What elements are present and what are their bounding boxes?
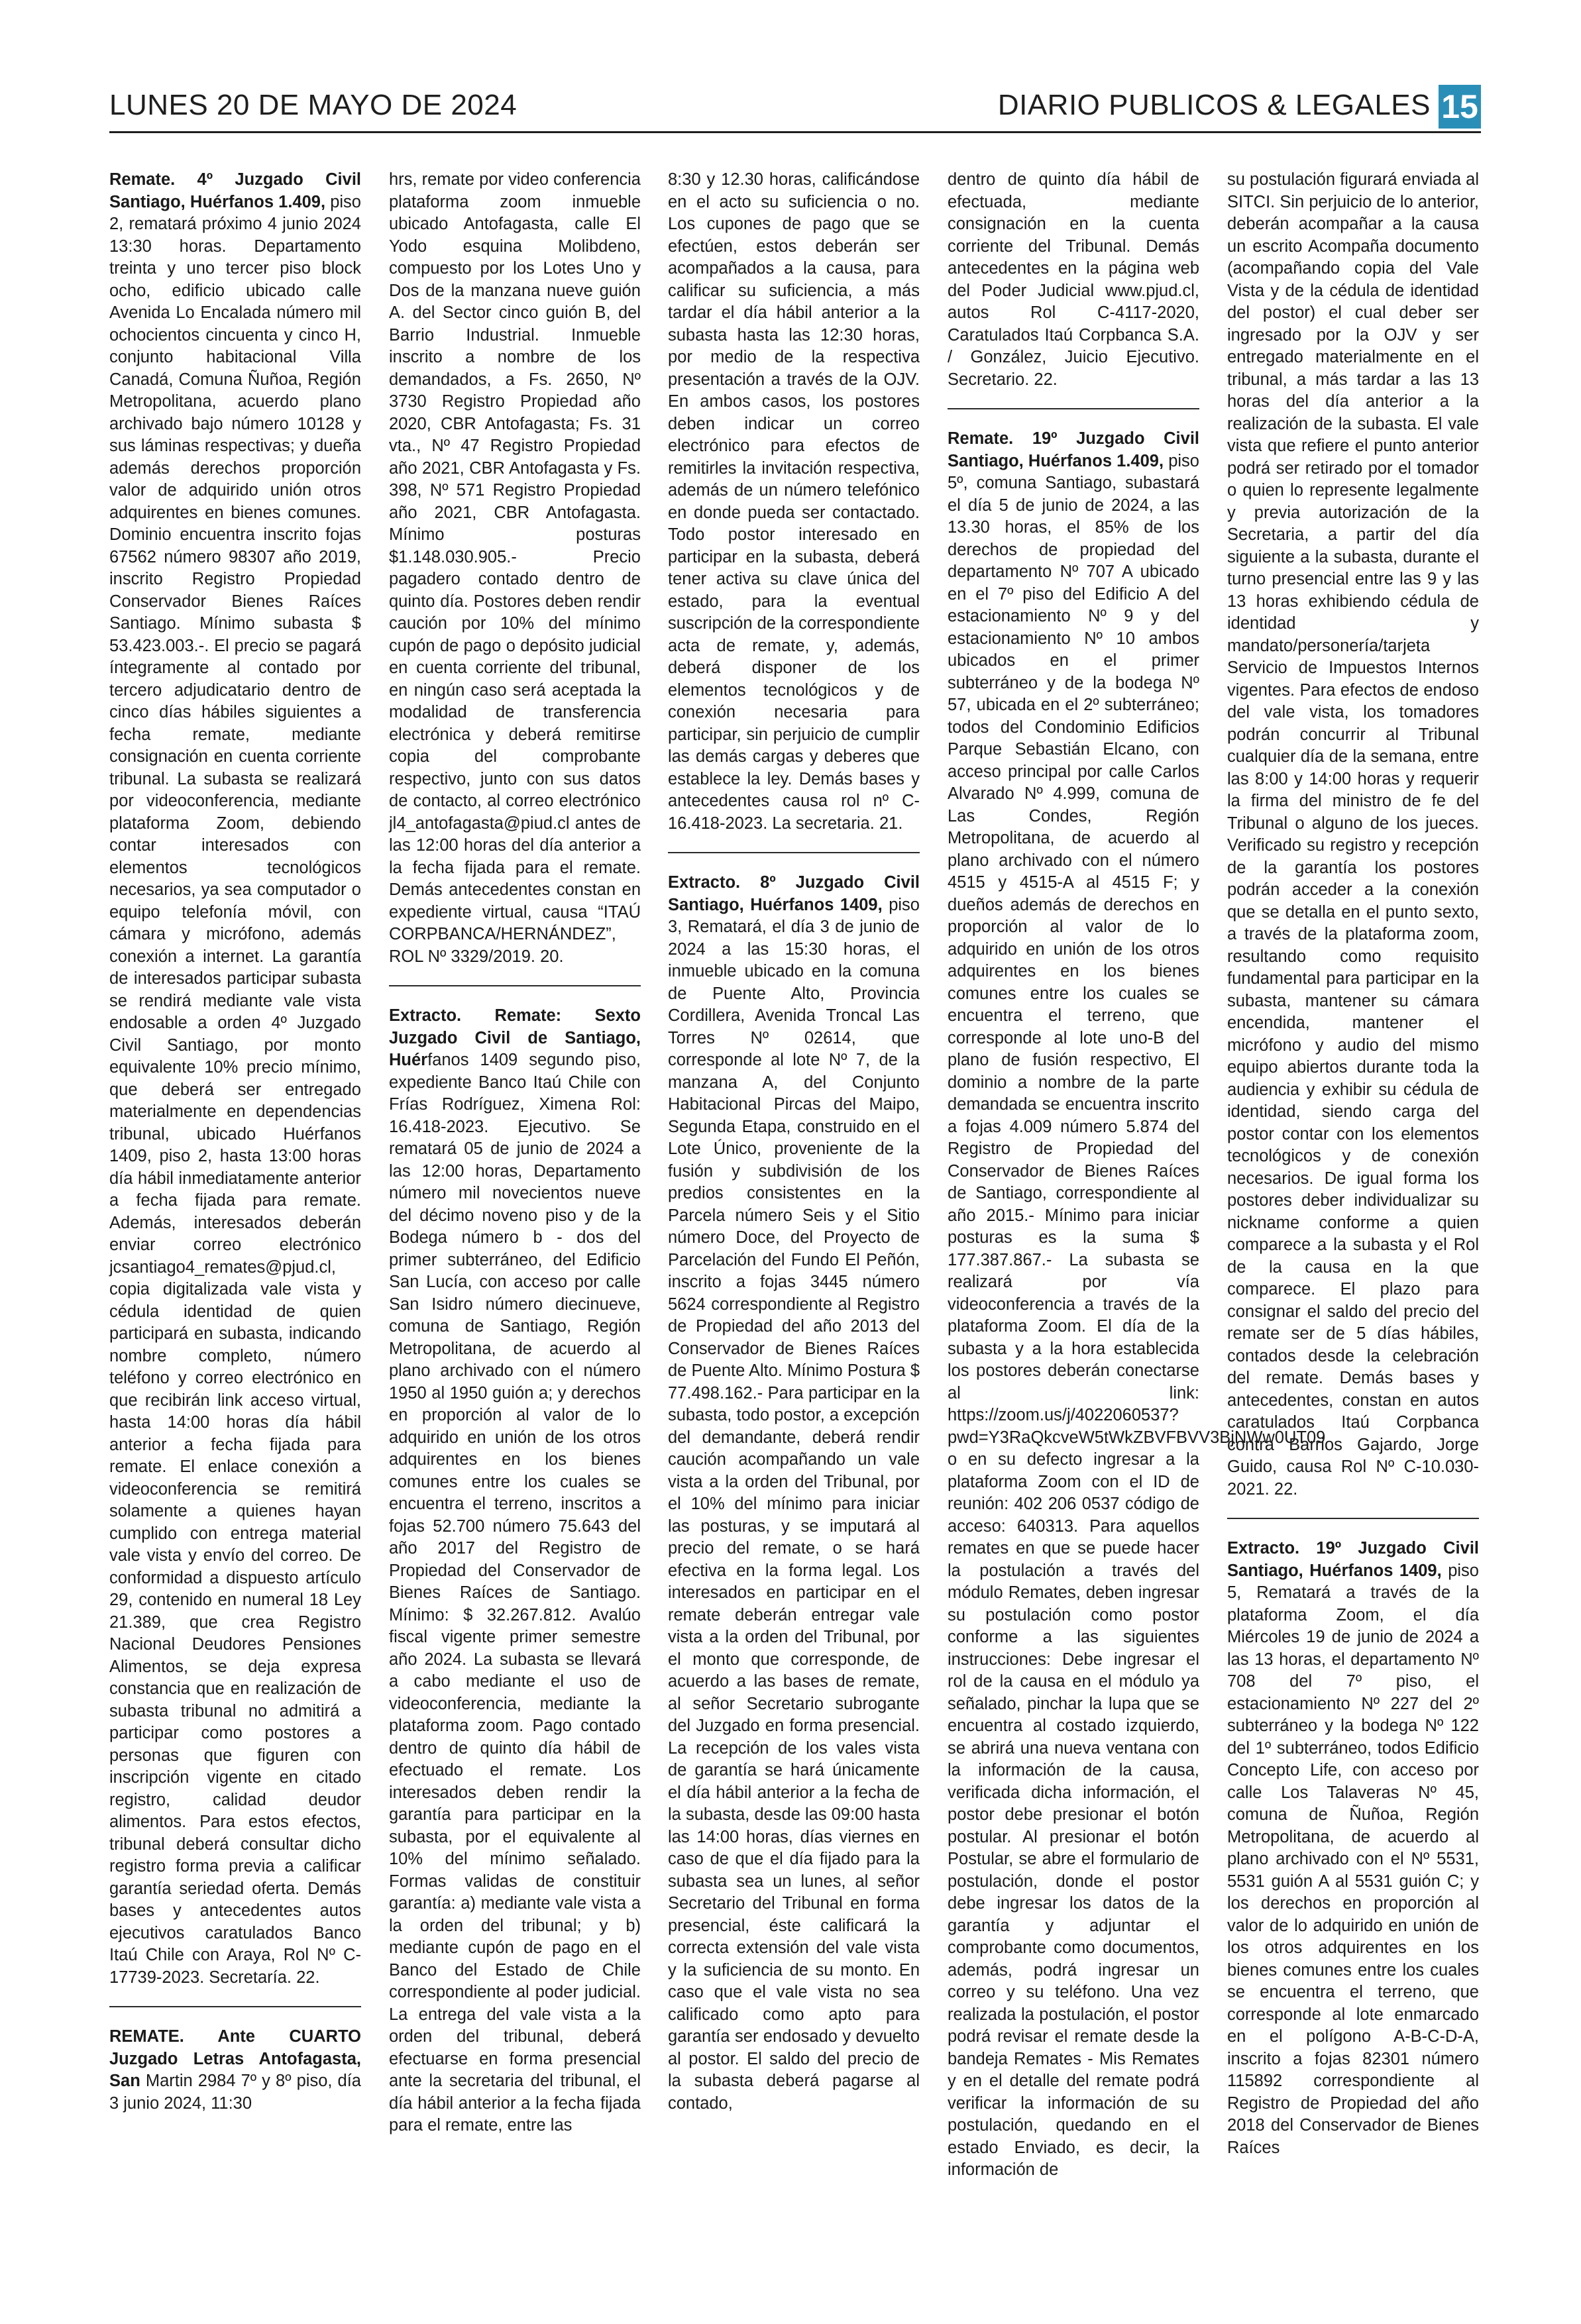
classifieds-columns [109,169,1481,2299]
legal-notice [948,428,1326,2182]
notice-body: dentro de quinto día hábil de efectuada, mediante consignación en la cuenta corriente del Tribunal. Demás antecedentes en la página web del Poder Judicial www.pjud.cl, autos Rol C-4117-2020, Caratulados Itaú Corpbanca S.A. / González, Juicio Ejecutivo. Secretario. 22. [948,170,1199,389]
legal-notice [389,1005,641,2137]
column-1 [109,169,361,2299]
notice-heading: Extracto. 8º Juzgado Civil Santiago, Huérfanos 1409, [668,873,920,914]
notice-heading: Remate. 4º Juzgado Civil Santiago, Huérfanos 1.409, [109,170,361,211]
legal-notice [109,2026,361,2115]
notice-separator [109,2006,361,2007]
legal-notice [668,872,920,2115]
legal-notice-continued [668,169,920,835]
notice-heading: Remate. 19º Juzgado Civil Santiago, Huérfanos 1.409, [948,429,1199,470]
notice-separator [668,852,920,853]
page-number-badge: 15 [1439,85,1481,129]
notice-heading: Extracto. Remate: Sexto Juzgado Civil de Santiago, Huér [389,1006,641,1069]
notice-separator [389,985,641,986]
page-header [109,85,1481,134]
notice-body: fanos 1409 segundo piso, expediente Banco Itaú Chile con Frías Rodríguez, Ximena Rol: 16.418-2023. Ejecutivo. Se rematará 05 de junio de 2024 a las 12:00 horas, Departamento número mil novecientos nueve del décimo noveno piso y de la Bodega número b - dos del primer subterráneo, del Edificio San Lucía, con acceso por calle San Isidro número diecinueve, comuna de Santiago, Región Metropolitana, de acuerdo al plano archivado con el número 1950 al 1950 guión a; y derechos en proporción al valor de lo adquirido en unión de los otros adquirentes en los bienes comunes entre los cuales se encuentra el terreno, inscritos a fojas 52.700 número 75.643 del año 2017 del Registro de Propiedad del Conservador de Bienes Raíces de Santiago. Mínimo: $ 32.267.812. Avalúo fiscal vigente primer semestre año 2024. La subasta se llevará a cabo mediante el uso de videoconferencia, mediante la plataforma zoom. Pago contado dentro de quinto día hábil de efectuado el remate. Los interesados deben rendir la garantía para participar en la subasta, por el equivalente al 10% del mínimo señalado. Formas validas de constituir garantía: a) mediante vale vista a la orden del tribunal; y b) mediante cupón de pago en el Banco del Estado de Chile correspondiente al poder judicial. La entrega del vale vista a la orden del tribunal, deberá efectuarse en forma presencial ante la secretaria del tribunal, el día hábil anterior a la fecha fijada para el remate, entre las [389,1051,641,2135]
column-3 [668,169,920,2299]
notice-heading: REMATE. Ante CUARTO Juzgado Letras Antofagasta, San [109,2027,361,2090]
legal-notice-continued [948,169,1199,391]
header-divider [109,131,1481,133]
column-4 [948,169,1326,2299]
notice-body: su postulación figurará enviada al SITCI. Sin perjuicio de lo anterior, deberán acompañar a la causa un escrito Acompaña documento (acompañando copia del Vale Vista y de la cédula de identidad del postor) el cual deber ser ingresado por la OJV y ser entregado materialmente en el tribunal, a más tardar a las 13 horas del día anterior a la realización de la subasta. El vale vista que refiere el punto anterior podrá ser retirado por el tomador o quien lo represente legalmente y previa autorización de la Secretaria, a partir del día siguiente a la subasta, durante el turno presencial entre las 9 y las 13 horas exhibiendo cédula de identidad y mandato/personería/tarjeta Servicio de Impuestos Internos vigentes. Para efectos de endoso del vale vista, los tomadores podrán concurrir al Tribunal cualquier día de la semana, entre las 8:00 y 14:00 horas y requerir la firma del ministro de fe del Tribunal o alguno de los jueces. Verificado su registro y recepción de la garantía los postores podrán acceder a la conexión que se detalla en el punto sexto, a través de la plataforma zoom, resultando como requisito fundamental para participar en la subasta, mantener su cámara encendida, mantener el micrófono y audio del mismo equipo abiertos durante toda la audiencia y exhibir su cédula de identidad, siendo carga del postor contar con los elementos tecnológicos y de conexión necesarios. De igual forma los postores deber individualizar su nickname conforme a quien comparece a la subasta y el Rol de la causa en la que comparece. El plazo para consignar el saldo del precio del remate ser de 5 días hábiles, contados desde la celebración del remate. Demás bases y antecedentes, constan en autos caratulados Itaú Corpbanca contra Barrios Gajardo, Jorge Guido, causa Rol Nº C-10.030-2021. 22. [1227,170,1479,1499]
notice-body: 8:30 y 12.30 horas, calificándose en el acto su suficiencia o no. Los cupones de pago que se efectúen, estos deberán ser acompañados a la causa, para calificar su suficiencia, a más tardar el día hábil anterior a la subasta hasta las 12:30 horas, por medio de la respectiva presentación a través de la OJV. En ambos casos, los postores deben indicar un correo electrónico para efectos de remitirles la invitación respectiva, además de un número telefónico en donde pueda ser contactado. Todo postor interesado en participar en la subasta, deberá tener activa su clave única del estado, para la eventual suscripción de la correspondiente acta de remate, y, además, deberá disponer de los elementos tecnológicos y de conexión necesaria para participar, sin perjuicio de cumplir las demás cargas y deberes que establece la ley. Demás bases y antecedentes causa rol nº C-16.418-2023. La secretaria. 21. [668,170,920,833]
publication-name: DIARIO PUBLICOS & LEGALES [997,89,1431,121]
notice-body: piso 2, rematará próximo 4 junio 2024 13:30 horas. Departamento treinta y uno tercer piso block ocho, edificio ubicado calle Avenida Lo Encalada número mil ochocientos cincuenta y cinco H, conjunto habitacional Villa Canadá, Comuna Ñuñoa, Región Metropolitana, acuerdo plano archivado bajo número 10128 y sus láminas respectivas; y dueña además derechos proporción valor de adquirido unión otros adquirentes en bienes comunes. Dominio encuentra inscrito fojas 67562 número 98307 año 2019, inscrito Registro Propiedad Conservador Bienes Raíces Santiago. Mínimo subasta $ 53.423.003.-. El precio se pagará íntegramente al contado por tercero adjudicatario dentro de cinco días hábiles siguientes a fecha remate, mediante consignación en cuenta corriente tribunal. La subasta se realizará por videoconferencia, mediante plataforma Zoom, debiendo contar interesados con elementos tecnológicos necesarios, ya sea computador o equipo telefonía móvil, con cámara y micrófono, además conexión a internet. La garantía de interesados participar subasta se rendirá mediante vale vista endosable a orden 4º Juzgado Civil Santiago, por monto equivalente 10% precio mínimo, que deberá ser entregado materialmente en dependencias tribunal, ubicado Huérfanos 1409, piso 2, hasta 13:00 horas día hábil inmediatamente anterior a fecha fijada para remate. Además, interesados deberán enviar correo electrónico jcsantiago4_remates@pjud.cl, copia digitalizada vale vista y cédula identidad de quien participará en subasta, indicando nombre completo, número teléfono y correo electrónico en que recibirán link acceso virtual, hasta 14:00 horas día hábil anterior a fecha fijada para remate. El enlace conexión a videoconferencia se remitirá solamente a quienes hayan cumplido con entrega material vale vista y envío del correo. De conformidad a dispuesto artículo 29, contenido en numeral 18 Ley 21.389, que crea Registro Nacional Deudores Pensiones Alimentos, se deja expresa constancia que en realización de subasta tribunal no admitirá a participar como postores a personas que figuren con inscripción vigente en citado registro, calidad deudor alimentos. Para estos efectos, tribunal deberá consultar dicho registro forma previa a calificar garantía seriedad oferta. Demás bases y antecedentes autos ejecutivos caratulados Banco Itaú Chile con Araya, Rol Nº C-17739-2023. Secretaría. 22. [109,192,361,1987]
issue-date: LUNES 20 DE MAYO DE 2024 [109,89,518,121]
notice-body: piso 5º, comuna Santiago, subastará el día 5 de junio de 2024, a las 13.30 horas, el 85% de los derechos de propiedad del departamento Nº 707 A ubicado en el 7º piso del Edificio A del estacionamiento Nº 9 y del estacionamiento Nº 10 ambos ubicados en el primer subterráneo y de la bodega Nº 57, ubicada en el 2º subterráneo; todos del Condominio Edificios Parque Sebastián Elcano, con acceso principal por calle Carlos Alvarado Nº 4.999, comuna de Las Condes, Región Metropolitana, de acuerdo al plano archivado con el número 4515 y 4515-A al 4515 F; y dueños además de derechos en proporción al valor de lo adquirido en unión de los otros adquirentes en los bienes comunes entre los cuales se encuentra el terreno, que corresponde al lote uno-B del plano de fusión respectivo, El dominio a nombre de la parte demandada se encuentra inscrito a fojas 4.009 número 5.874 del Registro de Propiedad del Conservador de Bienes Raíces de Santiago, correspondiente al año 2015.- Mínimo para iniciar posturas es la suma $ 177.387.867.- La subasta se realizará por vía videoconferencia a través de la plataforma Zoom. El día de la subasta y a la hora establecida los postores deberán conectarse al link: https://zoom.us/j/4022060537?pwd=Y3RaQkcveW5tWkZBVFBVV3BjNWw0UT09 o en su defecto ingresar a la plataforma Zoom con el ID de reunión: 402 206 0537 código de acceso: 640313. Para aquellos remates en que se puede hacer la postulación a través del módulo Remates, deben ingresar su postulación como postor conforme a las siguientes instrucciones: Debe ingresar el rol de la causa en el módulo ya señalado, pinchar la lupa que se encuentra al costado izquierdo, se abrirá una nueva ventana con la información de la causa, verificada dicha información, el postor debe presionar el botón postular. Al presionar el botón Postular, se abre el formulario de postulación, donde el postor debe ingresar los datos de la garantía y adjuntar el comprobante como documentos, además, podrá ingresar un correo y su teléfono. Una vez realizada la postulación, el postor podrá revisar el remate desde la bandeja Remates - Mis Remates y en el detalle del remate podrá verificar la información de su postulación, quedando en el estado Enviado, es decir, la información de [948,451,1326,2179]
notice-body: Martin 2984 7º y 8º piso, día 3 junio 2024, 11:30 [109,2072,361,2113]
column-5 [1227,169,1479,2299]
notice-heading: Extracto. 19º Juzgado Civil Santiago, Huérfanos 1409, [1227,1539,1479,1580]
notice-body: piso 5, Rematará a través de la plataforma Zoom, el día Miércoles 19 de junio de 2024 a las 13 horas, el departamento Nº 708 del 7º piso, el estacionamiento Nº 227 del 2º subterráneo y la bodega Nº 122 del 1º subterráneo, todos Edificio Concepto Life, con acceso por calle Los Talaveras Nº 45, comuna de Ñuñoa, Región Metropolitana, de acuerdo al plano archivado con el Nº 5531, 5531 guión A al 5531 guión C; y los derechos en proporción al valor de lo adquirido en unión de los otros adquirentes en los bienes comunes entre los cuales se encuentra el terreno, que corresponde al lote enmarcado en el polígono A-B-C-D-A, inscrito a fojas 82301 número 115892 correspondiente al Registro de Propiedad del año 2018 del Conservador de Bienes Raíces [1227,1561,1479,2157]
notice-separator [948,408,1199,409]
column-2 [389,169,641,2299]
legal-notice [1227,1538,1479,2159]
legal-notice-continued [389,169,641,968]
notice-body: hrs, remate por video conferencia plataforma zoom inmueble ubicado Antofagasta, calle El Yodo esquina Molibdeno, compuesto por los Lotes Uno y Dos de la manzana nueve guión A. del Sector cinco guión B, del Barrio Industrial. Inmueble inscrito a nombre de los demandados, a Fs. 2650, Nº 3730 Registro Propiedad año 2020, CBR Antofagasta; Fs. 31 vta., Nº 47 Registro Propiedad año 2021, CBR Antofagasta y Fs. 398, Nº 571 Registro Propiedad año 2021, CBR Antofagasta. Mínimo posturas $1.148.030.905.- Precio pagadero contado dentro de quinto día. Postores deben rendir caución por 10% del mínimo cupón de pago o depósito judicial en cuenta corriente del tribunal, en ningún caso será aceptada la modalidad de transferencia electrónica y deberá remitirse copia del comprobante respectivo, junto con sus datos de contacto, al correo electrónico jl4_antofagasta@piud.cl antes de las 12:00 horas del día anterior a la fecha fijada para el remate. Demás antecedentes constan en expediente virtual, causa “ITAÚ CORPBANCA/HERNÁNDEZ”, ROL Nº 3329/2019. 20. [389,170,641,966]
legal-notice-continued [1227,169,1479,1501]
legal-notice [109,169,361,1989]
notice-body: piso 3, Rematará, el día 3 de junio de 2024 a las 15:30 horas, el inmueble ubicado en la comuna de Puente Alto, Provincia Cordillera, Avenida Troncal Las Torres Nº 02614, que corresponde al lote Nº 7, de la manzana A, del Conjunto Habitacional Pircas del Maipo, Segunda Etapa, construido en el Lote Único, proveniente de la fusión y subdivisión de los predios consistentes en la Parcela número Seis y el Sitio número Doce, del Proyecto de Parcelación del Fundo El Peñón, inscrito a fojas 3445 número 5624 correspondiente al Registro de Propiedad del año 2013 del Conservador de Bienes Raíces de Puente Alto. Mínimo Postura $ 77.498.162.- Para participar en la subasta, todo postor, a excepción del demandante, deberá rendir caución acompañando un vale vista a la orden del Tribunal, por el 10% del mínimo para iniciar las posturas, y se imputará al precio del remate, o se hará efectiva en la forma legal. Los interesados en participar en el remate deberán entregar vale vista a la orden del Tribunal, por el monto que corresponde, de acuerdo a las bases de remate, al señor Secretario subrogante del Juzgado en forma presencial. La recepción de los vales vista de garantía se hará únicamente el día hábil anterior a la fecha de la subasta, desde las 09:00 hasta las 14:00 horas, días viernes en caso de que el día fijado para la subasta sea un lunes, al señor Secretario del Tribunal en forma presencial, éste calificará la correcta extensión del vale vista y la suficiencia de su monto. En caso que el vale vista no sea calificado como apto para garantía ser endosado y devuelto al postor. El saldo del precio de la subasta deberá pagarse al contado, [668,895,920,2113]
notice-separator [1227,1518,1479,1519]
